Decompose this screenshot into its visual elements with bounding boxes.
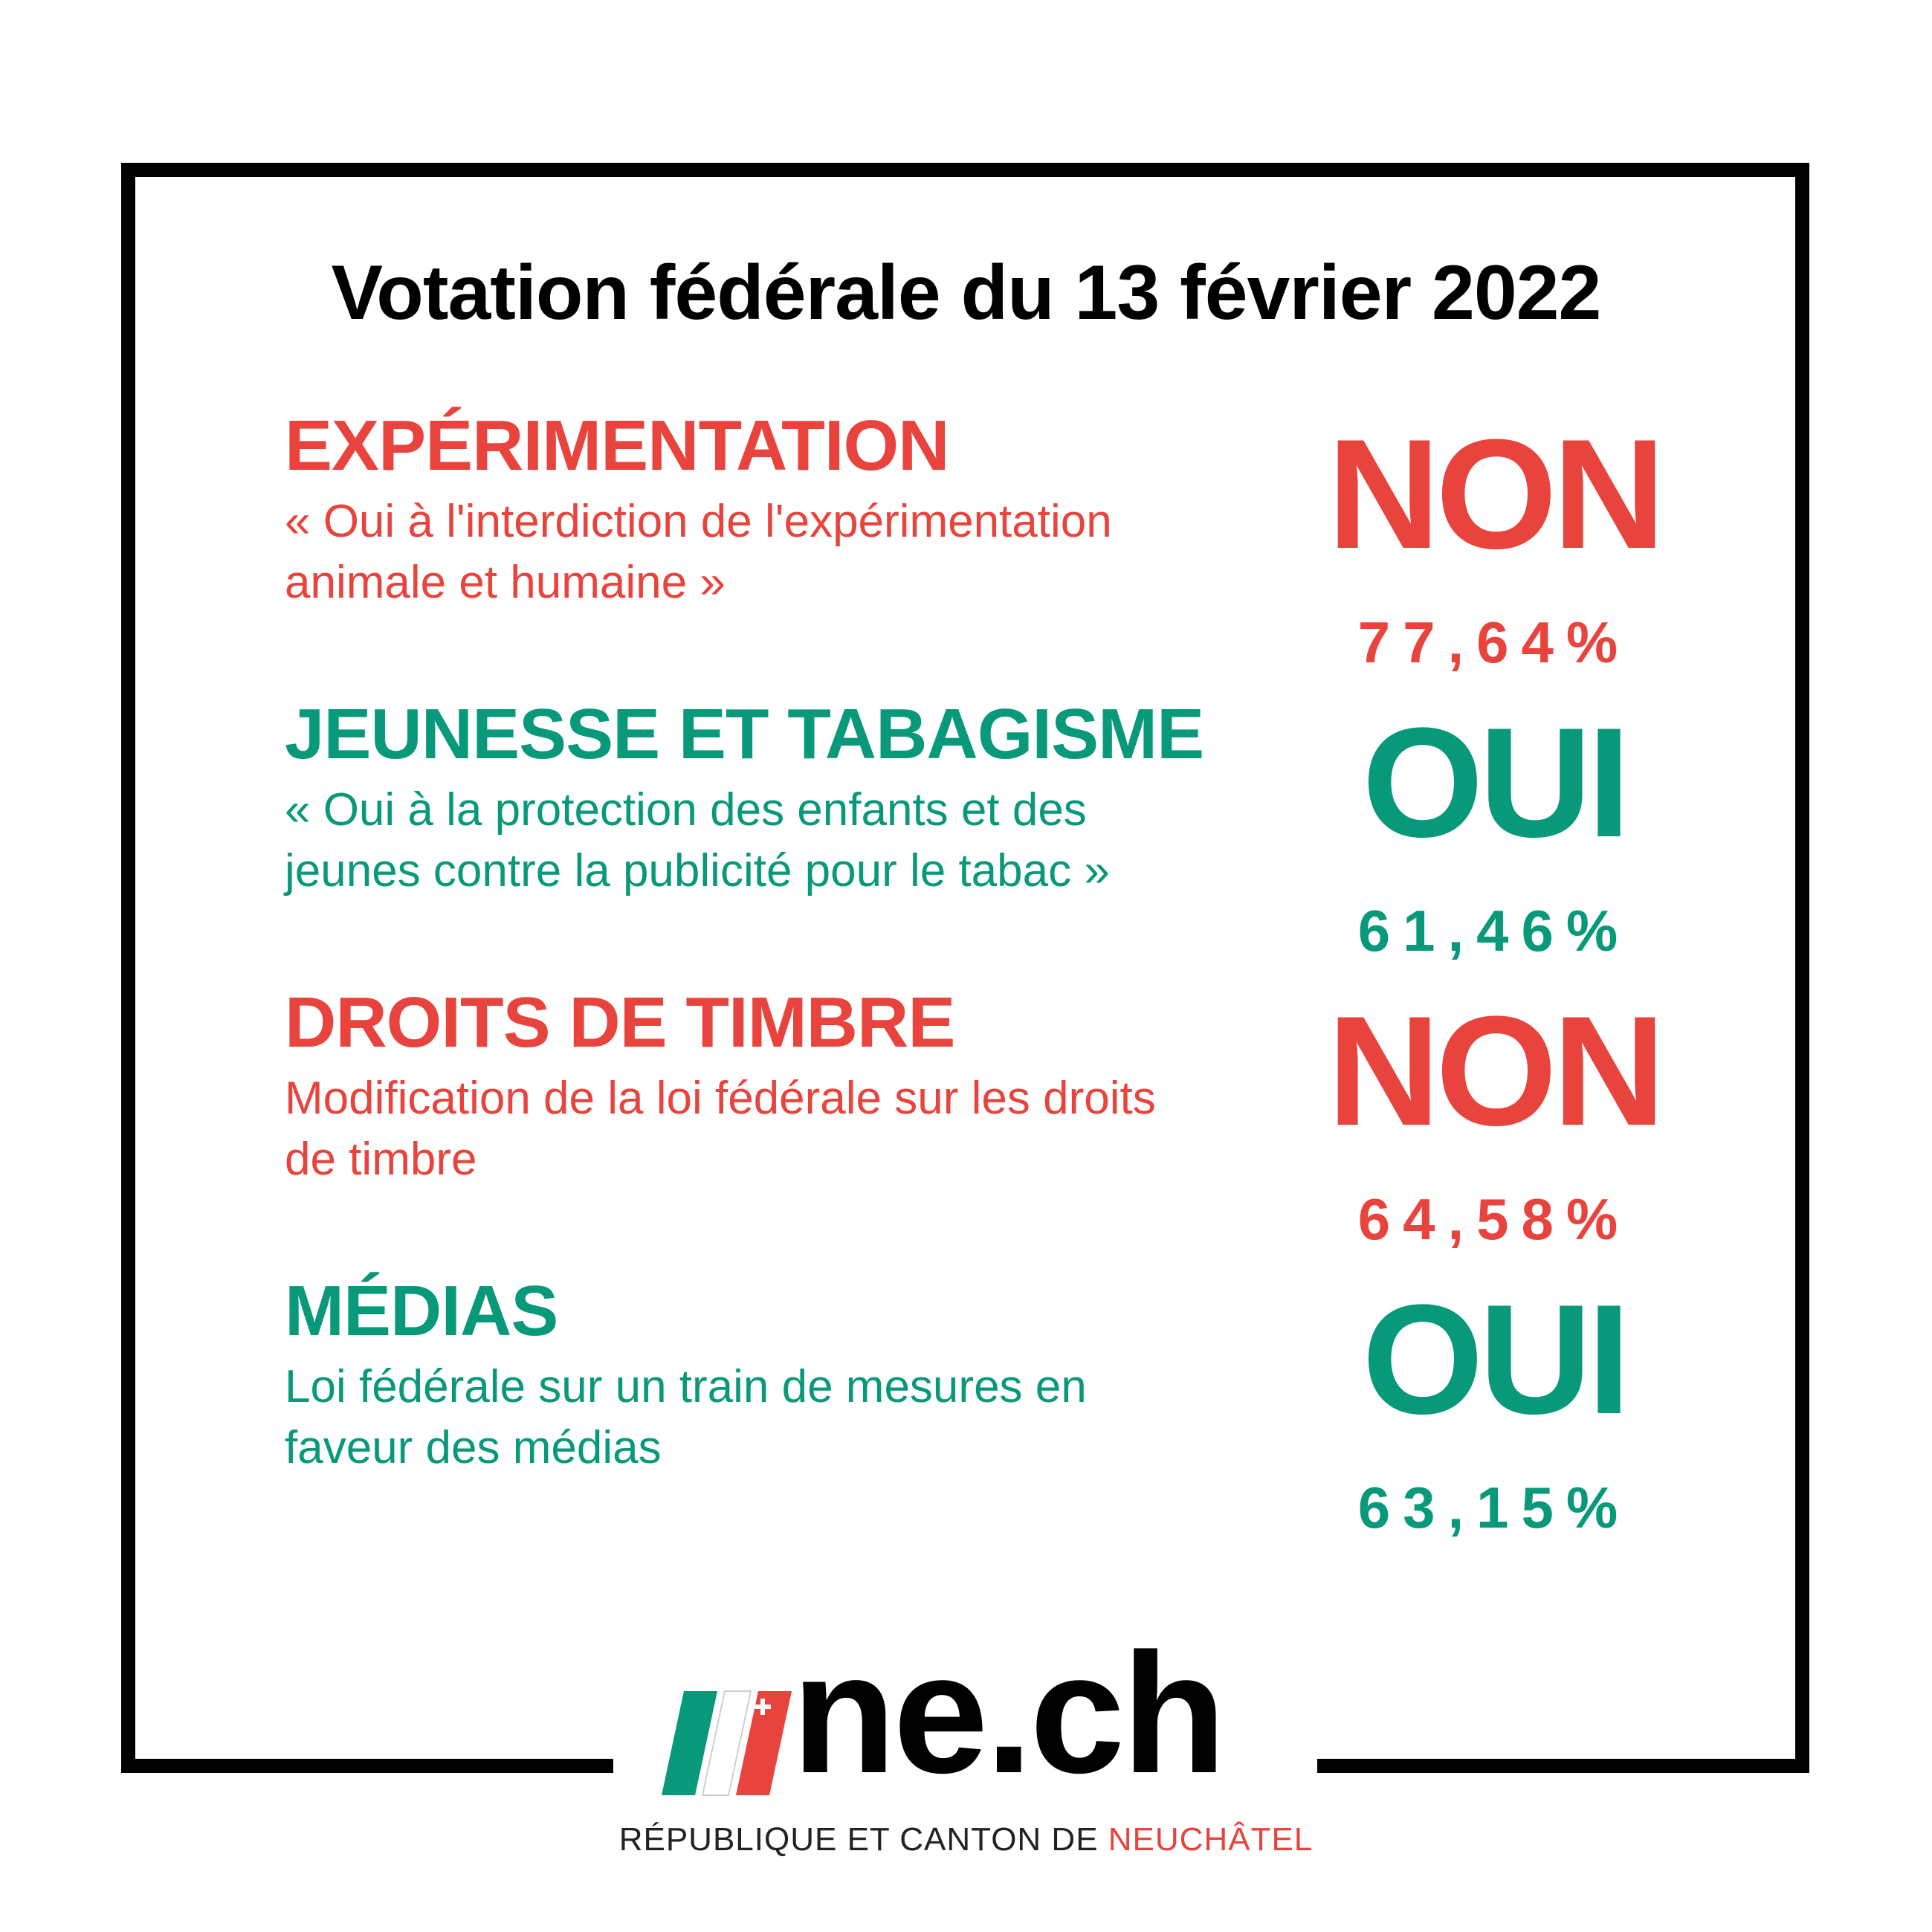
logo-subtitle bbox=[0, 1821, 1932, 1858]
vote-result-experimentation bbox=[1308, 407, 1680, 676]
ne-ch-logo bbox=[654, 1618, 1293, 1809]
frame-bottom-left-border bbox=[121, 1759, 613, 1773]
frame-right-border bbox=[1795, 163, 1809, 1773]
logo-subtitle-accent: NEUCHÂTEL bbox=[1108, 1821, 1314, 1858]
vote-item-experimentation bbox=[285, 405, 1251, 613]
page-title: Votation fédérale du 13 février 2022 bbox=[331, 250, 1601, 336]
logo-subtitle-main: RÉPUBLIQUE ET CANTON DE bbox=[618, 1821, 1108, 1858]
frame-left-border bbox=[121, 163, 135, 1773]
vote-item-medias bbox=[285, 1270, 1251, 1479]
vote-item-description: « Oui à l'interdiction de l'expérimentation animale et humaine » bbox=[285, 496, 1112, 608]
frame-top-border bbox=[121, 163, 1809, 177]
verdict-label: OUI bbox=[1362, 695, 1626, 870]
vote-result-droits-de-timbre bbox=[1308, 983, 1680, 1253]
percent-value: 63,15% bbox=[1357, 1475, 1631, 1540]
percent-value: 64,58% bbox=[1357, 1186, 1631, 1252]
verdict-label: NON bbox=[1327, 407, 1661, 581]
vote-item-jeunesse-tabagisme bbox=[285, 694, 1251, 902]
neuchatel-flag-icon bbox=[654, 1654, 803, 1803]
vote-item-title: MÉDIAS bbox=[285, 1271, 558, 1351]
vote-item-droits-de-timbre bbox=[285, 982, 1251, 1190]
vote-item-description: Modification de la loi fédérale sur les droits de timbre bbox=[285, 1073, 1156, 1185]
vote-item-title: JEUNESSE ET TABAGISME bbox=[285, 694, 1204, 774]
verdict-label: OUI bbox=[1362, 1272, 1626, 1447]
frame-bottom-right-border bbox=[1317, 1759, 1809, 1773]
vote-item-title: DROITS DE TIMBRE bbox=[285, 983, 955, 1062]
verdict-label: NON bbox=[1327, 983, 1661, 1158]
vote-item-description: Loi fédérale sur un train de mesures en faveur des médias bbox=[285, 1361, 1087, 1473]
vote-result-medias bbox=[1308, 1272, 1680, 1541]
percent-value: 61,46% bbox=[1357, 898, 1631, 963]
vote-result-jeunesse-tabagisme bbox=[1308, 695, 1680, 964]
percent-value: 77,64% bbox=[1357, 610, 1631, 675]
vote-item-title: EXPÉRIMENTATION bbox=[285, 406, 949, 485]
logo-text: ne.ch bbox=[792, 1618, 1224, 1809]
vote-item-description: « Oui à la protection des enfants et des jeunes contre la publicité pour le tabac » bbox=[285, 784, 1110, 896]
